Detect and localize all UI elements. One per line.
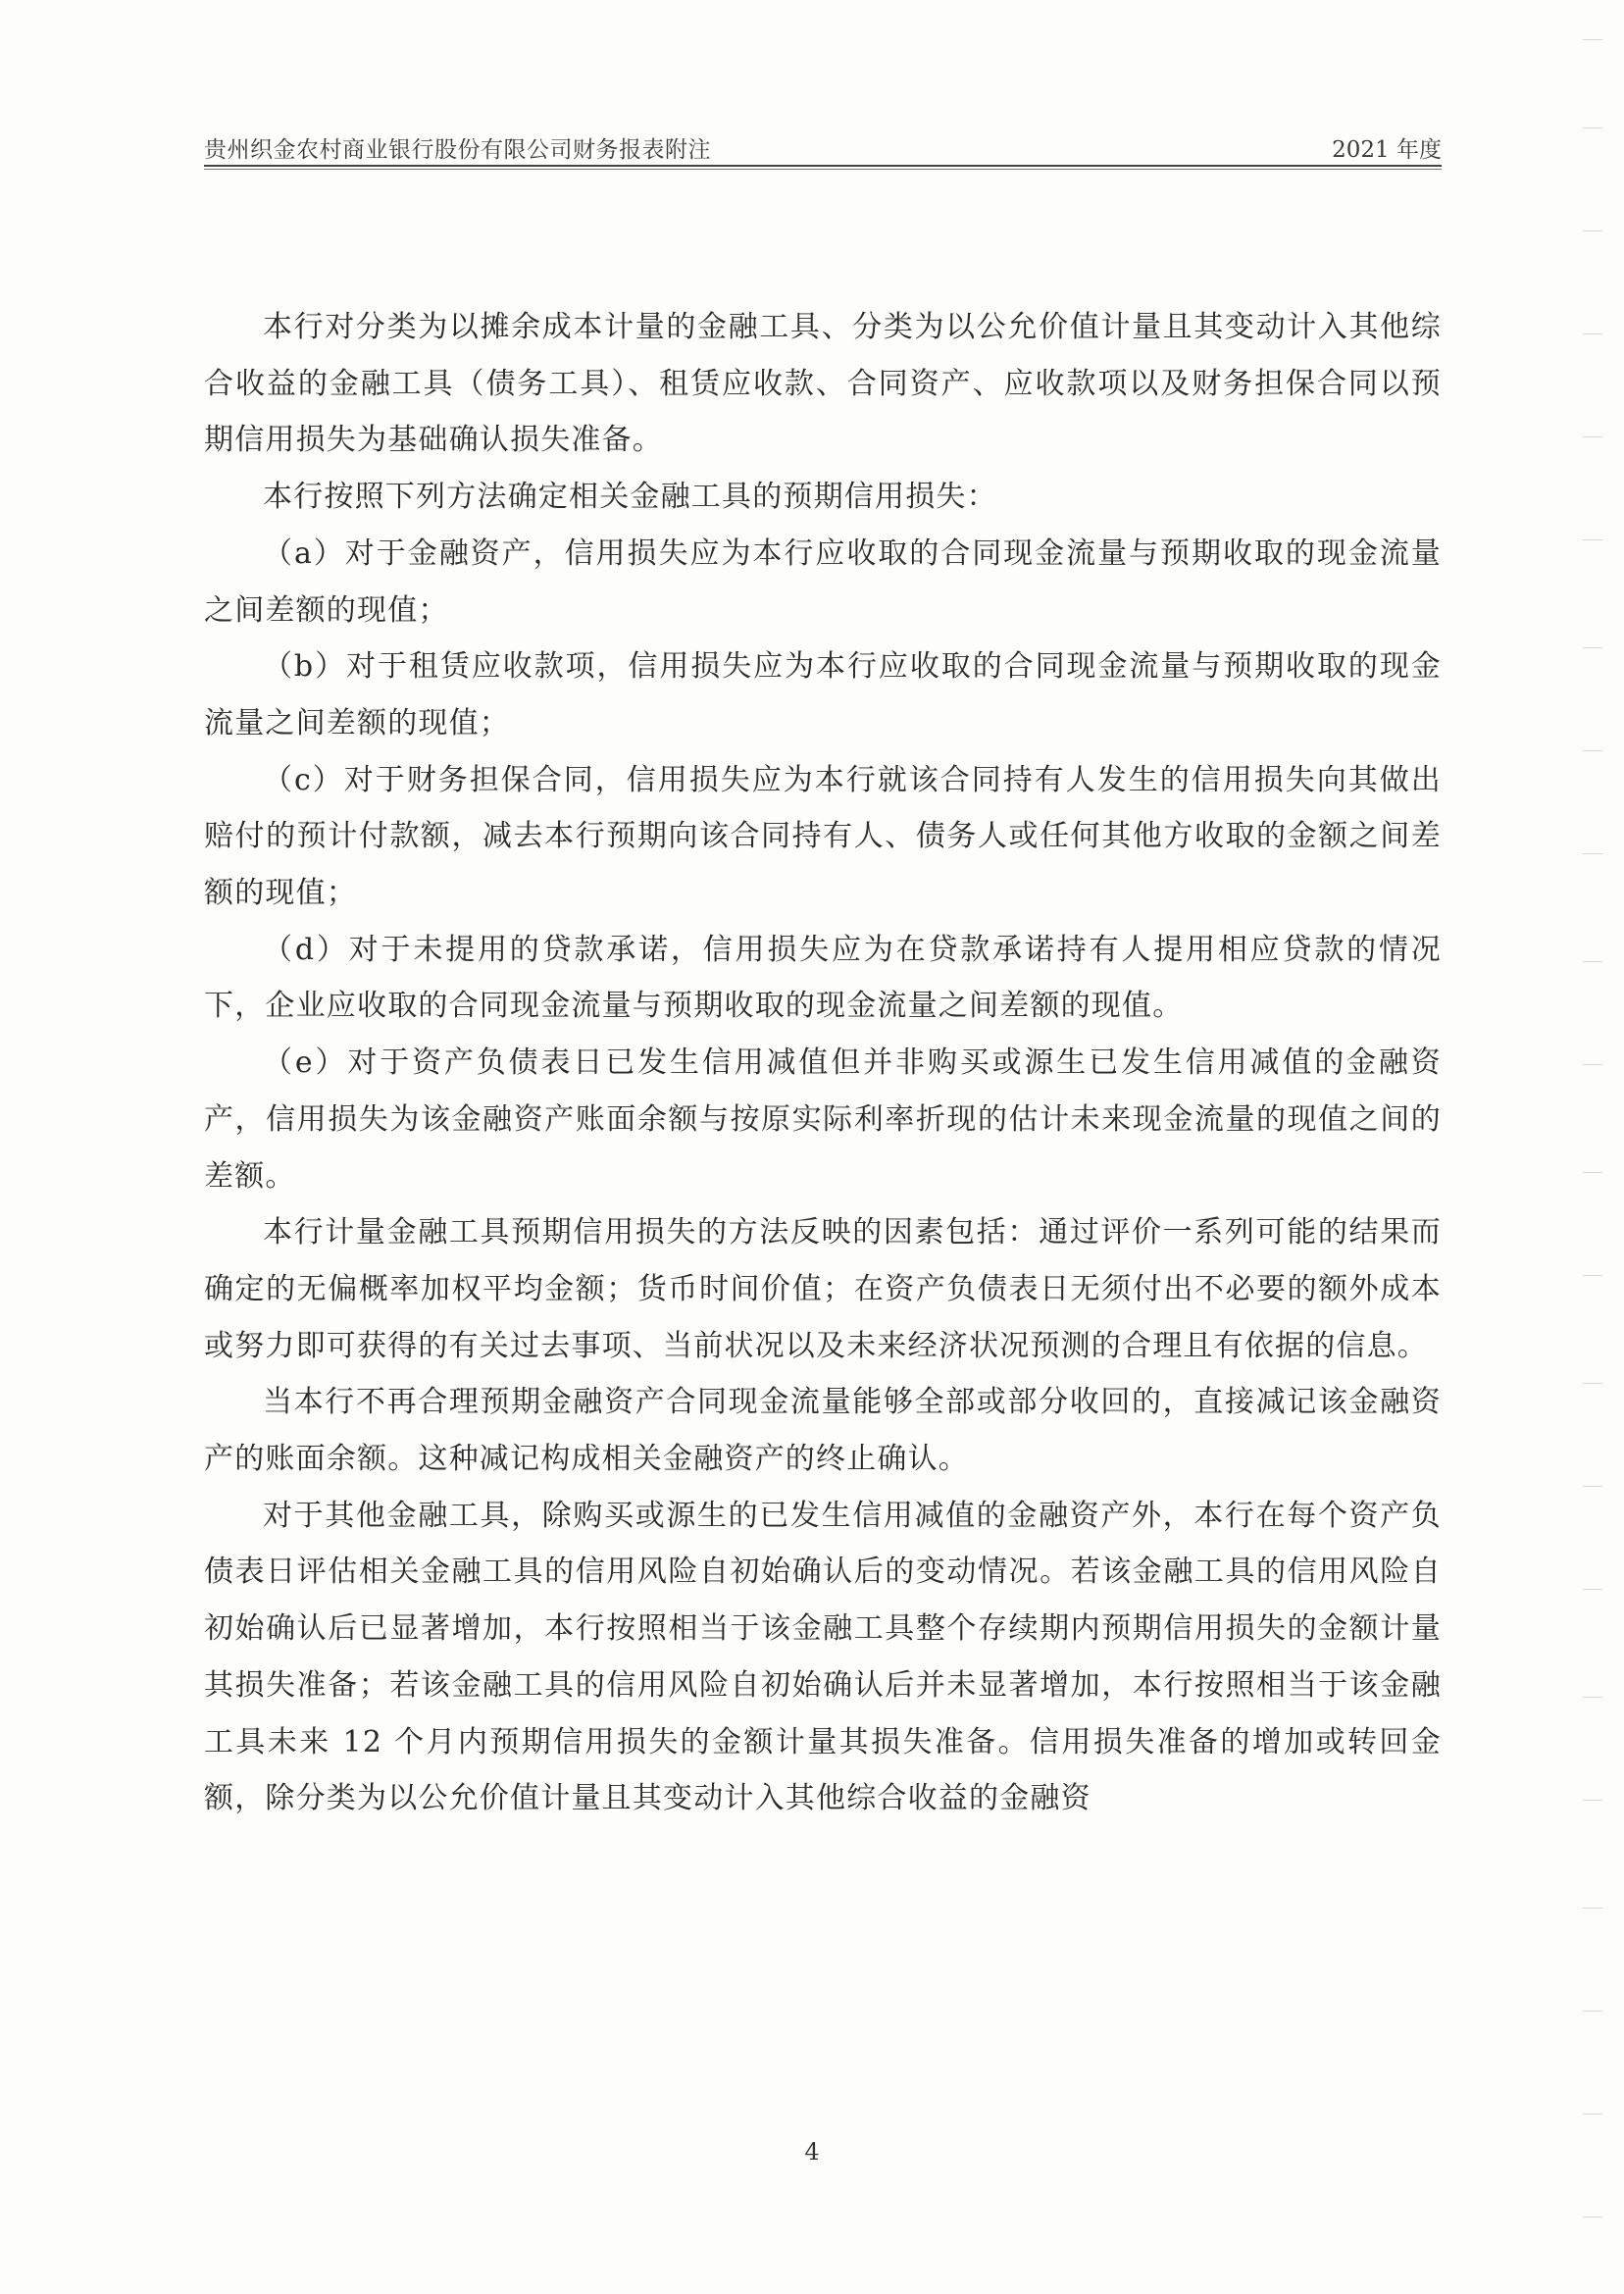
scan-edge-mark bbox=[1583, 230, 1602, 231]
header-year: 2021 年度 bbox=[1332, 137, 1442, 163]
paragraph-1: 本行对分类为以摊余成本计量的金融工具、分类为以公允价值计量且其变动计入其他综合收益的金融工具（债务工具）、租赁应收款、合同资产、应收款项以及财务担保合同以预期信用损失为基础确认损失准备。 bbox=[204, 310, 1442, 458]
scan-edge-mark bbox=[1583, 1172, 1602, 1173]
scan-edge-mark bbox=[1583, 333, 1602, 334]
paragraph-9: 当本行不再合理预期金融资产合同现金流量能够全部或部分收回的，直接减记该金融资产的账面余额。这种减记构成相关金融资产的终止确认。 bbox=[204, 1385, 1442, 1477]
scan-edge-mark bbox=[1583, 647, 1602, 648]
scan-edge-mark bbox=[1583, 539, 1602, 540]
scan-edge-mark bbox=[1583, 2011, 1602, 2012]
body-text bbox=[204, 299, 1442, 1827]
paragraph-4: （b）对于租赁应收款项，信用损失应为本行应收取的合同现金流量与预期收取的现金流量之间差额的现值； bbox=[204, 649, 1442, 740]
header-rule-thin bbox=[204, 169, 1442, 170]
paragraph-7: （e）对于资产负债表日已发生信用减值但并非购买或源生已发生信用减值的金融资产，信用损失为该金融资产账面余额与按原实际利率折现的估计未来现金流量的现值之间的差额。 bbox=[204, 1045, 1442, 1194]
scan-edge-mark bbox=[1583, 750, 1602, 751]
scan-edge-mark bbox=[1583, 1908, 1602, 1909]
scan-edge-mark bbox=[1583, 127, 1602, 128]
page-header bbox=[204, 127, 1442, 167]
scan-edge-mark bbox=[1583, 961, 1602, 962]
scan-edge-mark bbox=[1583, 1275, 1602, 1276]
scan-edge-mark bbox=[1583, 2217, 1602, 2218]
scan-edge-mark bbox=[1583, 39, 1602, 40]
scan-edge-mark bbox=[1583, 1064, 1602, 1065]
scan-edge-mark bbox=[1583, 1383, 1602, 1384]
scan-edge-mark bbox=[1583, 2114, 1602, 2115]
paragraph-2: 本行按照下列方法确定相关金融工具的预期信用损失： bbox=[263, 480, 997, 515]
paragraph-6: （d）对于未提用的贷款承诺，信用损失应为在贷款承诺持有人提用相应贷款的情况下，企业应收取的合同现金流量与预期收取的现金流量之间差额的现值。 bbox=[204, 932, 1442, 1024]
scan-edge-mark bbox=[1583, 1589, 1602, 1590]
page-number: 4 bbox=[804, 2138, 820, 2166]
header-rule bbox=[204, 165, 1442, 167]
paragraph-8: 本行计量金融工具预期信用损失的方法反映的因素包括：通过评价一系列可能的结果而确定的无偏概率加权平均金额；货币时间价值；在资产负债表日无须付出不必要的额外成本或努力即可获得的有关过去事项、当前状况以及未来经济状况预测的合理且有依据的信息。 bbox=[204, 1215, 1442, 1363]
paragraph-3: （a）对于金融资产，信用损失应为本行应收取的合同现金流量与预期收取的现金流量之间差额的现值； bbox=[204, 535, 1442, 628]
header-title: 贵州织金农村商业银行股份有限公司财务报表附注 bbox=[204, 137, 711, 163]
scan-edge-mark bbox=[1583, 1697, 1602, 1698]
paragraph-10: 对于其他金融工具，除购买或源生的已发生信用减值的金融资产外，本行在每个资产负债表日评估相关金融工具的信用风险自初始确认后的变动情况。若该金融工具的信用风险自初始确认后已显著增加，本行按照相当于该金融工具整个存续期内预期信用损失的金额计量其损失准备；若该金融工具的信用风险自初始确认后并未显著增加，本行按照相当于该金融工具未来 12 个月内预期信用损失的金额计量其损失准备。信用损失准备的增加或转回金额，除分类为以公允价值计量且其变动计入其他综合收益的金融资 bbox=[204, 1498, 1442, 1816]
paragraph-5: （c）对于财务担保合同，信用损失应为本行就该合同持有人发生的信用损失向其做出赔付的预计付款额，减去本行预期向该合同持有人、债务人或任何其他方收取的金额之间差额的现值； bbox=[204, 762, 1442, 911]
scan-edge-mark bbox=[1583, 1486, 1602, 1487]
scan-edge-mark bbox=[1583, 436, 1602, 437]
scan-edge-mark bbox=[1583, 853, 1602, 854]
scan-edge-mark bbox=[1583, 1800, 1602, 1801]
